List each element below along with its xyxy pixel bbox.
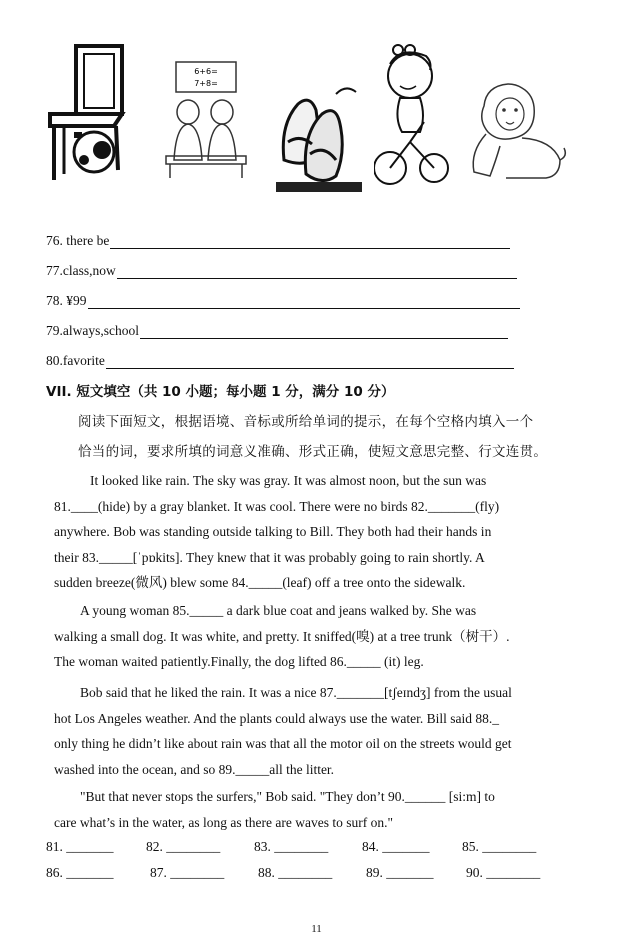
passage-line: A young woman 85._____ a dark blue coat and jeans walked by. She was — [80, 603, 477, 618]
chair-image — [46, 40, 128, 190]
answer-83[interactable]: 83. ________ — [254, 839, 329, 854]
prompt-label: 78. ¥99 — [46, 293, 87, 308]
board-line1: 6+6= — [194, 67, 218, 76]
answer-line[interactable] — [110, 234, 510, 249]
passage-line: sudden breeze(微风) blew some 84._____(leaf) off a tree onto the sidewalk. — [54, 575, 466, 590]
answer-87[interactable]: 87. ________ — [150, 865, 225, 880]
passage-line: only thing he didn’t like about rain was that all the motor oil on the streets would get — [54, 736, 512, 751]
answer-line[interactable] — [88, 294, 520, 309]
passage-line: It looked like rain. The sky was gray. It was almost noon, but the sun was — [90, 473, 487, 488]
section-title: VII. 短文填空（共 10 小题；每小题 1 分，满分 10 分） — [46, 384, 395, 400]
page-number: 11 — [311, 923, 322, 935]
instruction-line1: 阅读下面短文，根据语境、音标或所给单词的提示，在每个空格内填入一个 — [78, 414, 534, 430]
shoes-image — [276, 64, 362, 192]
board-line2: 7+8= — [194, 79, 218, 88]
prompt-78 — [46, 291, 520, 309]
passage-line: 81.____(hide) by a gray blanket. It was cool. There were no birds 82._______(fly) — [54, 498, 500, 514]
answer-line[interactable] — [140, 324, 508, 339]
passage-line: "But that never stops the surfers," Bob said. "They don’t 90.______ [si:m] to — [80, 789, 495, 804]
answer-line[interactable] — [117, 264, 517, 279]
passage-line: care what’s in the water, as long as there are waves to surf on." — [54, 814, 393, 830]
passage-line: Bob said that he liked the rain. It was a nice 87._______[tʃeɪndʒ] from the usual — [80, 685, 512, 700]
passage-paragraph-1 — [54, 468, 578, 596]
instruction-line2: 恰当的词，要求所填的词意义准确、形式正确，使短文意思完整、行文连贯。 — [78, 444, 548, 460]
passage-paragraph-2 — [54, 598, 578, 675]
prompt-79 — [46, 321, 508, 339]
passage-line: hot Los Angeles weather. And the plants could always use the water. Bill said 88._ — [54, 710, 500, 726]
passage-line: washed into the ocean, and so 89._____all the litter. — [54, 761, 335, 777]
answer-89[interactable]: 89. _______ — [366, 865, 434, 880]
passage-line: their 83._____[ˈpɒkits]. They knew that it was probably going to rain shortly. A — [54, 549, 485, 565]
answer-86[interactable]: 86. _______ — [46, 865, 114, 880]
passage-paragraph-3 — [54, 680, 578, 782]
passage-line: walking a small dog. It was white, and pretty. It sniffed(嗅) at a tree trunk（树干）. — [54, 628, 510, 644]
prompt-76 — [46, 231, 510, 249]
answer-line[interactable] — [106, 354, 514, 369]
prompt-label: 76. there be — [46, 233, 110, 248]
passage-line: The woman waited patiently.Finally, the dog lifted 86._____ (it) leg. — [54, 654, 424, 669]
answer-82[interactable]: 82. ________ — [146, 839, 221, 854]
lion-image — [456, 76, 568, 188]
answer-81[interactable]: 81. _______ — [46, 839, 114, 854]
prompt-77 — [46, 261, 517, 279]
picture-row — [44, 36, 574, 196]
answer-88[interactable]: 88. ________ — [258, 865, 333, 880]
answer-84[interactable]: 84. _______ — [362, 839, 430, 854]
prompt-label: 79.always,school — [46, 323, 139, 338]
boy-cycling-image — [374, 42, 450, 192]
prompt-label: 80.favorite — [46, 353, 105, 368]
prompt-label: 77.class,now — [46, 263, 116, 278]
passage-line: anywhere. Bob was standing outside talking to Bill. They both had their hands in — [54, 524, 492, 539]
answer-90[interactable]: 90. ________ — [466, 865, 541, 880]
passage-paragraph-4 — [54, 784, 578, 835]
prompt-80 — [46, 351, 514, 369]
classroom-image — [164, 60, 248, 180]
answer-85[interactable]: 85. ________ — [462, 839, 537, 854]
